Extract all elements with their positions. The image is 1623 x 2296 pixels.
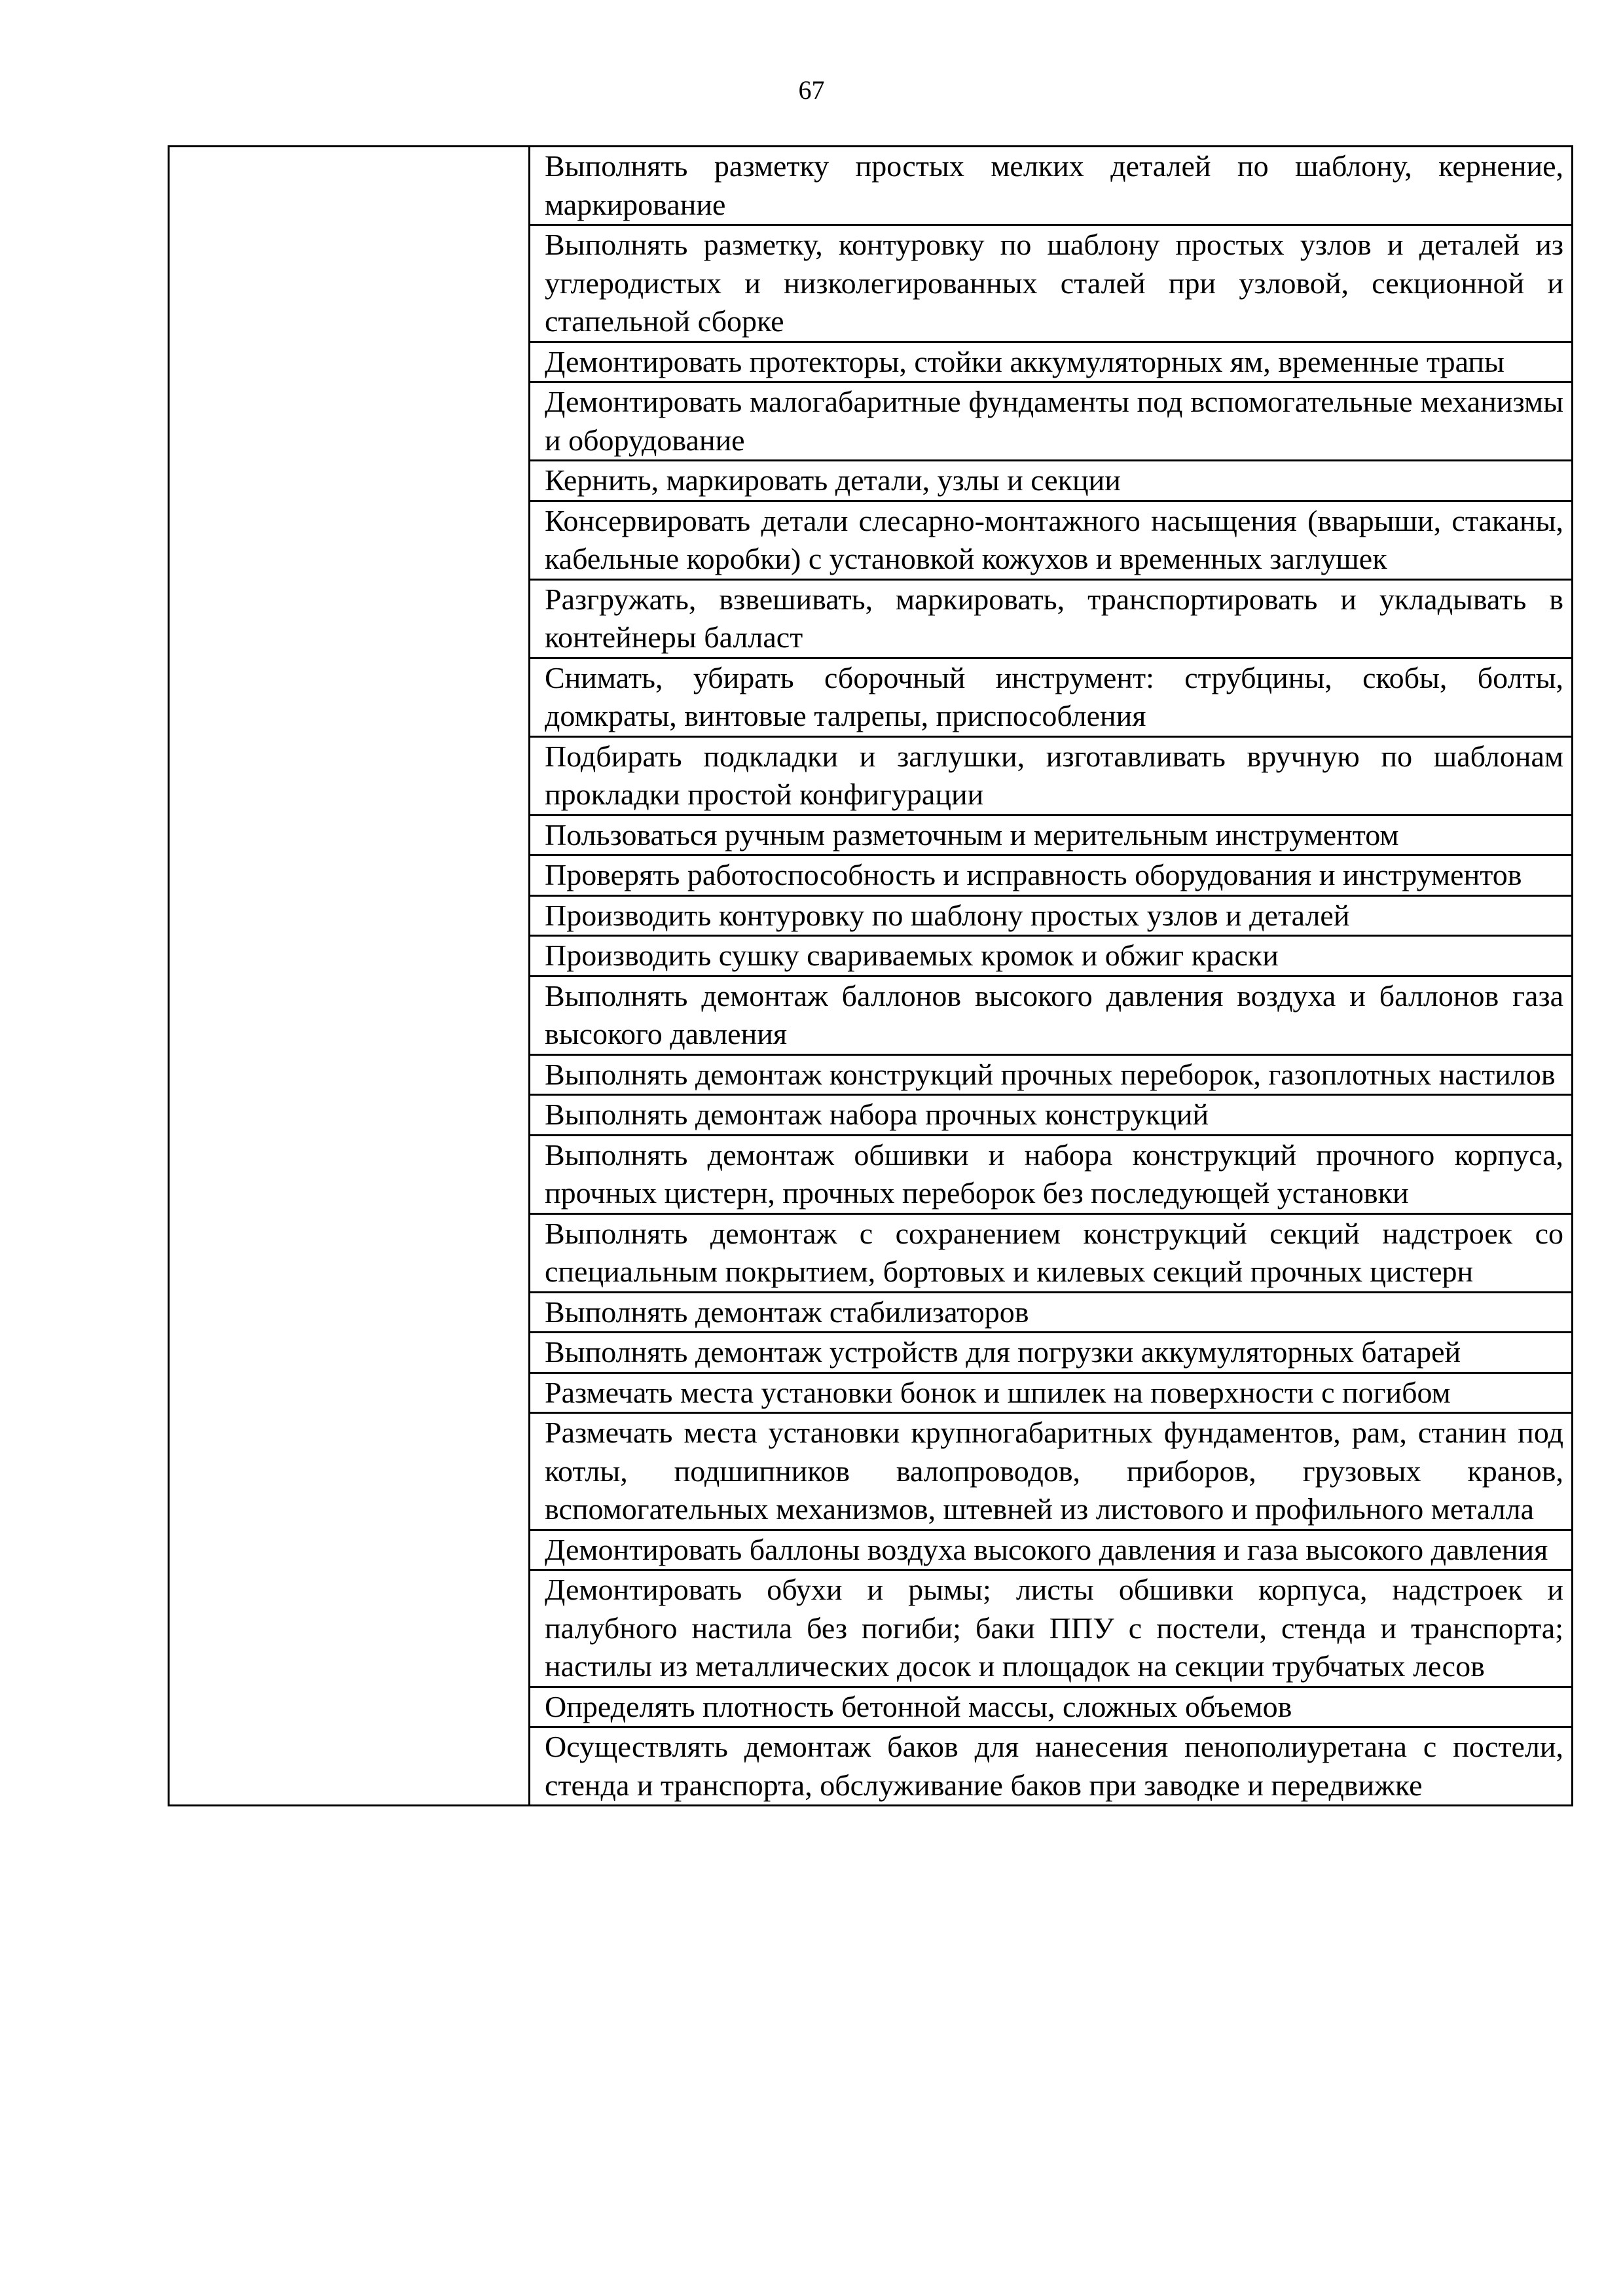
page-number: 67 bbox=[798, 75, 825, 105]
skill-cell bbox=[530, 895, 1573, 936]
skill-text: Осуществлять демонтаж баков для нанесения пенополиуретана с постели, стенда и транспорта, обслуживание баков при заводке и передвижке bbox=[545, 1730, 1563, 1802]
skills-table bbox=[168, 145, 1573, 1806]
skill-text: Выполнять демонтаж набора прочных конструкций bbox=[545, 1098, 1209, 1131]
skill-cell bbox=[530, 1054, 1573, 1095]
skill-cell bbox=[530, 342, 1573, 382]
skill-cell bbox=[530, 976, 1573, 1054]
skill-cell bbox=[530, 382, 1573, 461]
skill-cell bbox=[530, 1727, 1573, 1806]
skill-text: Проверять работоспособность и исправность оборудования и инструментов bbox=[545, 858, 1522, 891]
skill-cell bbox=[530, 1530, 1573, 1570]
skill-text: Разгружать, взвешивать, маркировать, транспортировать и укладывать в контейнеры балласт bbox=[545, 582, 1563, 654]
skill-cell bbox=[530, 936, 1573, 977]
skill-text: Выполнять демонтаж конструкций прочных переборок, газоплотных настилов bbox=[545, 1057, 1556, 1091]
skill-cell bbox=[530, 1333, 1573, 1373]
skill-text: Выполнять разметку, контуровку по шаблону простых узлов и деталей из углеродистых и низколегированных сталей при узловой, секционной и стапельной сборке bbox=[545, 228, 1563, 338]
skill-text: Размечать места установки крупногабаритных фундаментов, рам, станин под котлы, подшипников валопроводов, приборов, грузовых кранов, вспомогательных механизмов, штевней из листового и профильного металла bbox=[545, 1416, 1563, 1526]
skill-text: Подбирать подкладки и заглушки, изготавливать вручную по шаблонам прокладки простой конфигурации bbox=[545, 739, 1563, 811]
empty-left-cell bbox=[169, 147, 530, 1806]
skill-cell bbox=[530, 855, 1573, 896]
skill-text: Выполнять демонтаж стабилизаторов bbox=[545, 1295, 1029, 1329]
skill-text: Выполнять демонтаж с сохранением конструкций секций надстроек со специальным покрытием, бортовых и килевых секций прочных цистерн bbox=[545, 1216, 1563, 1288]
skill-text: Пользоваться ручным разметочным и мерительным инструментом bbox=[545, 817, 1399, 852]
skill-cell bbox=[530, 1095, 1573, 1136]
skill-cell bbox=[530, 815, 1573, 855]
skill-cell bbox=[530, 736, 1573, 815]
skill-cell bbox=[530, 225, 1573, 342]
skill-cell bbox=[530, 579, 1573, 658]
skill-cell bbox=[530, 1687, 1573, 1727]
skill-text: Выполнять демонтаж устройств для погрузки аккумуляторных батарей bbox=[545, 1335, 1461, 1369]
skill-cell bbox=[530, 501, 1573, 579]
skill-text: Размечать места установки бонок и шпилек на поверхности с погибом bbox=[545, 1375, 1451, 1409]
skill-text: Выполнять демонтаж обшивки и набора конструкций прочного корпуса, прочных цистерн, прочных переборок без последующей установки bbox=[545, 1138, 1563, 1210]
skill-text: Производить сушку свариваемых кромок и обжиг краски bbox=[545, 939, 1279, 972]
table-row bbox=[169, 147, 1573, 225]
skill-text: Выполнять разметку простых мелких деталей по шаблону, кернение, маркирование bbox=[545, 149, 1563, 221]
skill-cell bbox=[530, 147, 1573, 225]
skill-text: Определять плотность бетонной массы, сложных объемов bbox=[545, 1689, 1292, 1723]
skill-text: Демонтировать протекторы, стойки аккумуляторных ям, временные трапы bbox=[545, 344, 1504, 378]
skill-cell bbox=[530, 1213, 1573, 1292]
skill-cell bbox=[530, 1570, 1573, 1687]
skill-cell bbox=[530, 1135, 1573, 1213]
skill-cell bbox=[530, 658, 1573, 736]
skill-text: Выполнять демонтаж баллонов высокого давления воздуха и баллонов газа высокого давления bbox=[545, 978, 1563, 1050]
skill-text: Снимать, убирать сборочный инструмент: струбцины, скобы, болты, домкраты, винтовые талрепы, приспособления bbox=[545, 660, 1563, 732]
skill-text: Демонтировать баллоны воздуха высокого давления и газа высокого давления bbox=[545, 1532, 1548, 1566]
skill-cell bbox=[530, 1292, 1573, 1333]
skill-text: Демонтировать обухи и рымы; листы обшивки корпуса, надстроек и палубного настила без погиби; баки ППУ с постели, стенда и транспорта; настилы из металлических досок и площадок на секции трубчатых лесов bbox=[545, 1573, 1563, 1683]
skill-text: Консервировать детали слесарно-монтажного насыщения (вварыши, стаканы, кабельные коробки) с установкой кожухов и временных заглушек bbox=[545, 503, 1563, 575]
skill-cell bbox=[530, 461, 1573, 501]
skill-text: Демонтировать малогабаритные фундаменты под вспомогательные механизмы и оборудование bbox=[545, 385, 1563, 457]
skill-cell bbox=[530, 1372, 1573, 1413]
skill-text: Кернить, маркировать детали, узлы и секции bbox=[545, 463, 1121, 497]
skill-cell bbox=[530, 1413, 1573, 1530]
skill-text: Производить контуровку по шаблону простых узлов и деталей bbox=[545, 898, 1350, 932]
